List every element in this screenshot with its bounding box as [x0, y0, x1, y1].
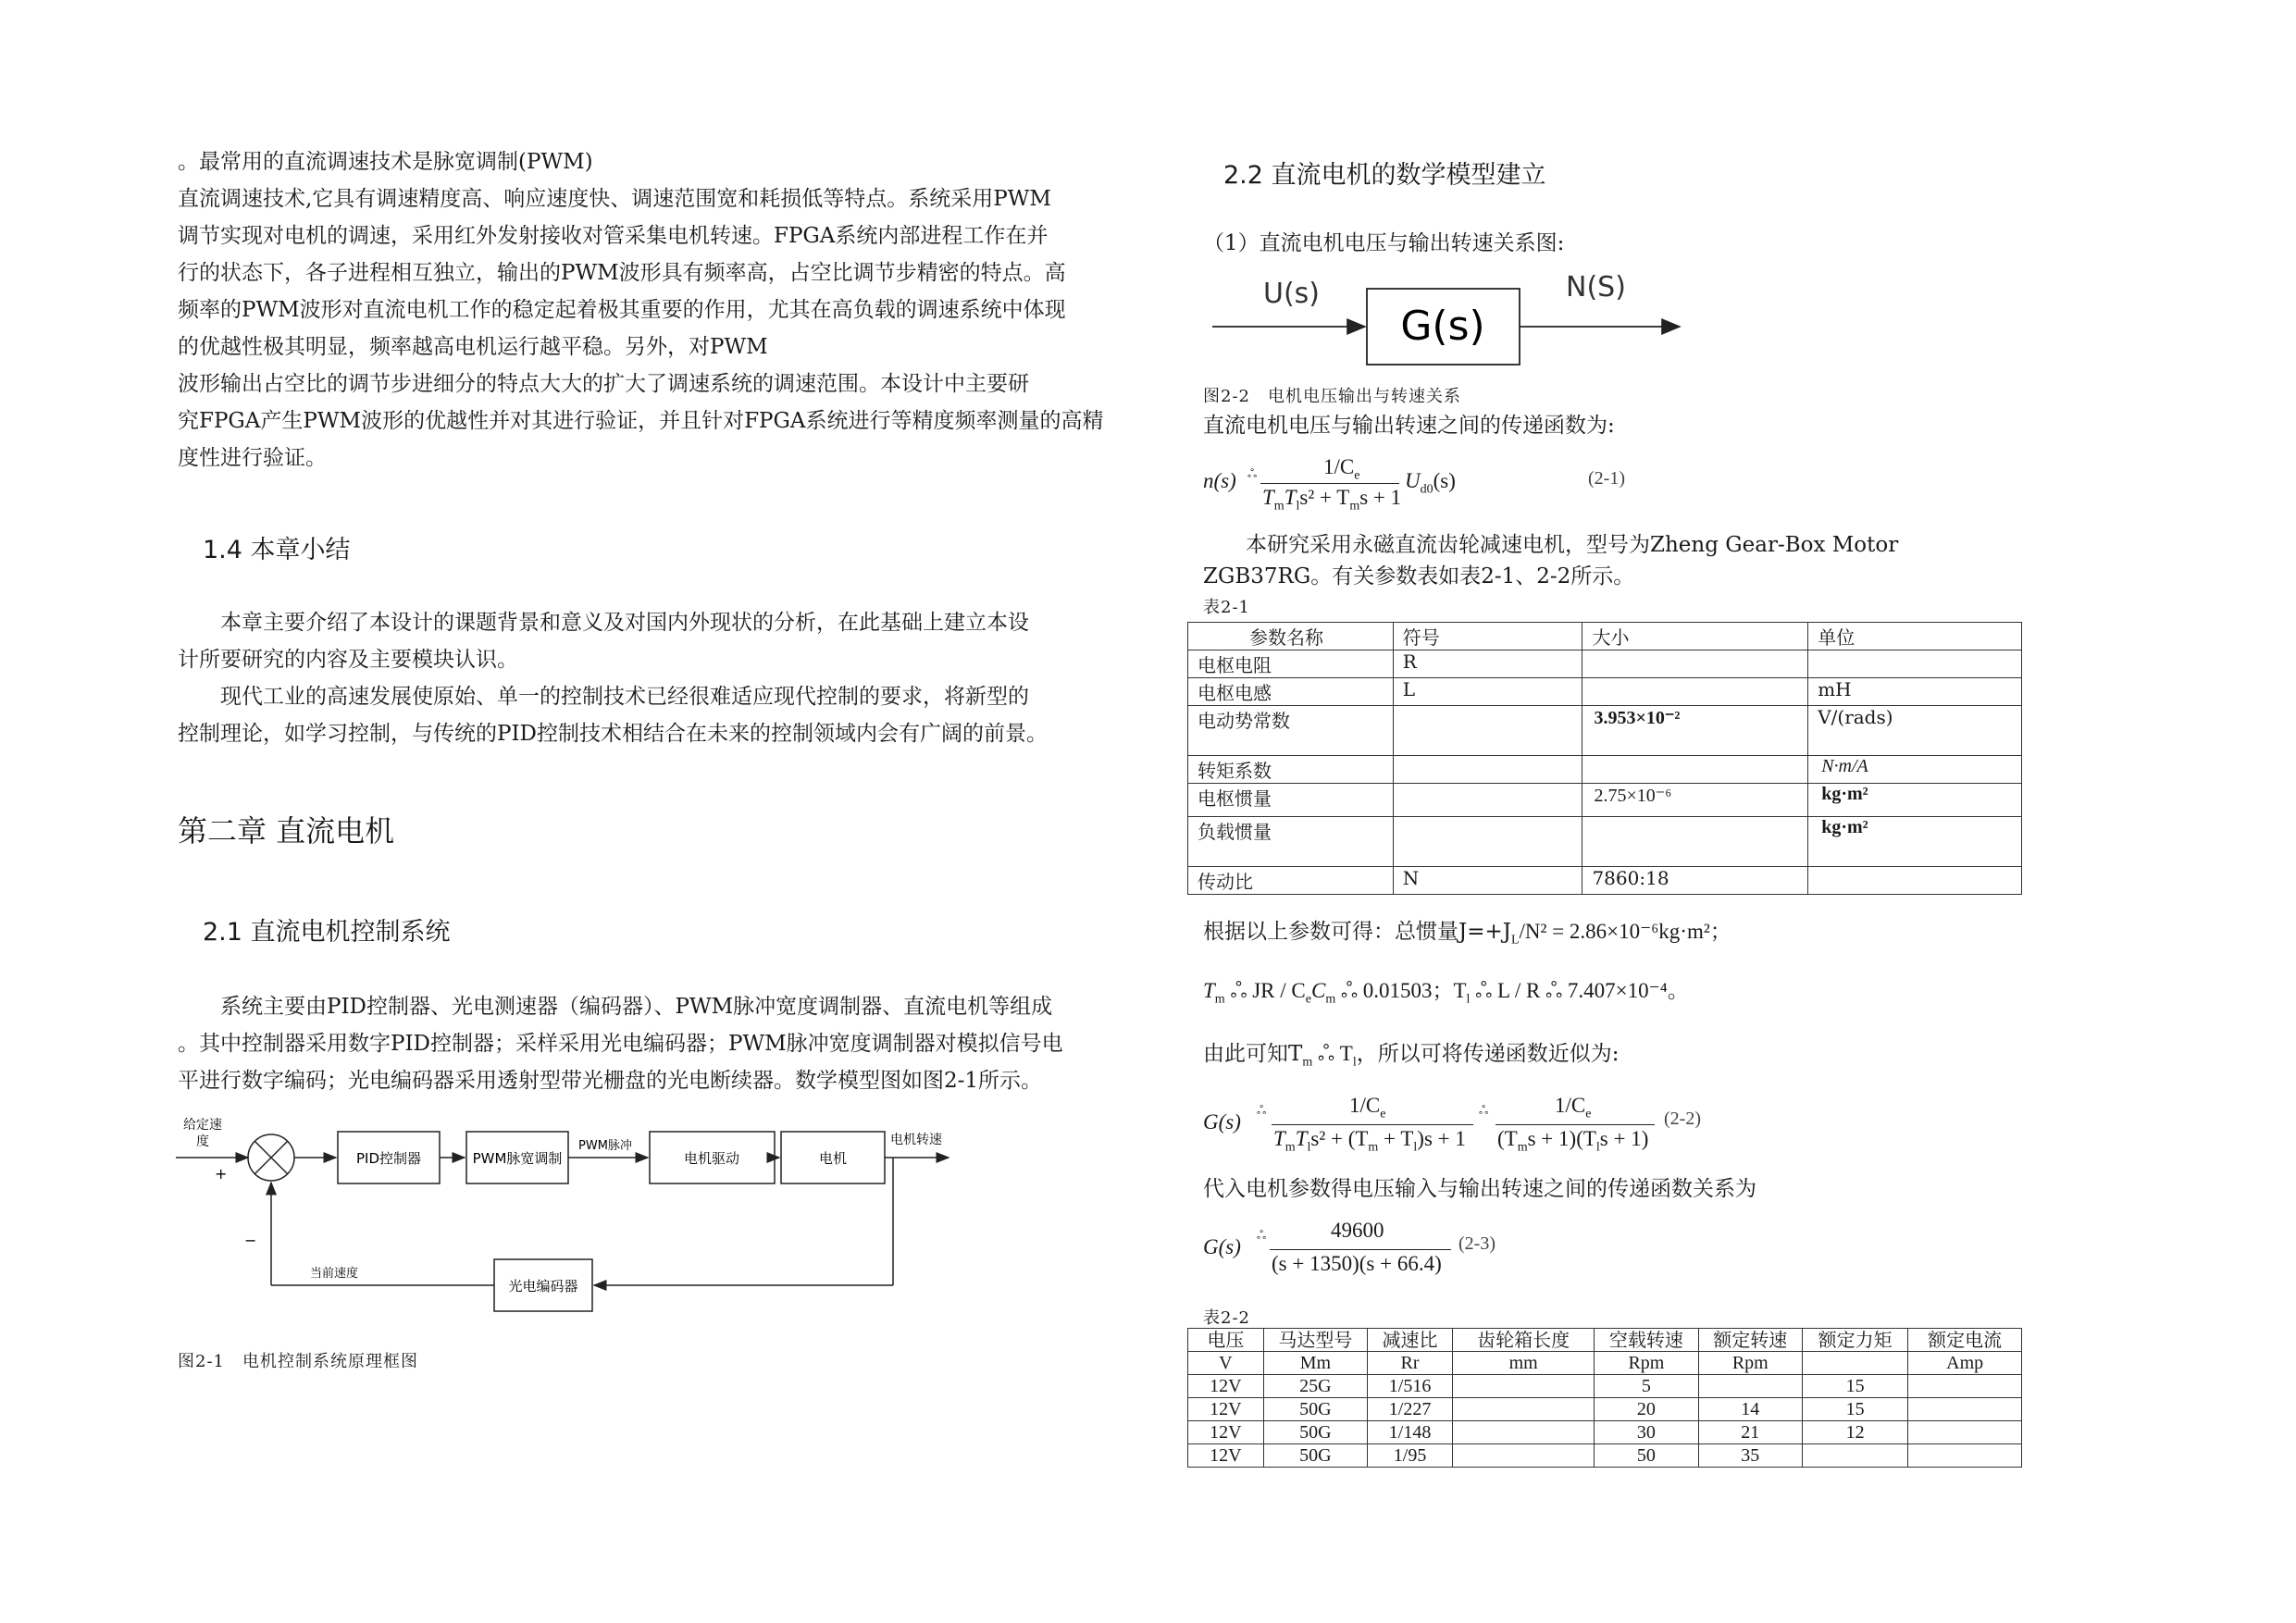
table-cell [1582, 678, 1808, 706]
spec-cell: 12V [1188, 1444, 1264, 1468]
eq1-num-sub: e [1354, 468, 1360, 483]
eq2-den1: T [1273, 1127, 1285, 1150]
eq2-den1-end: + T [1378, 1127, 1414, 1150]
table-cell: 负载惯量 [1188, 817, 1394, 867]
spec-unit-cell: Mm [1263, 1352, 1367, 1375]
eq3-rel: ஃ [1257, 1228, 1267, 1242]
spec-header-row [1188, 1329, 2022, 1352]
table-row [1188, 706, 2022, 756]
spec-unit-cell: V [1188, 1352, 1264, 1375]
calc2-l: l [1466, 992, 1471, 1007]
substitution-line: 代入电机参数得电压输入与输出转速之间的传递函数关系为 [1203, 1177, 1756, 1201]
spec-units-row [1188, 1352, 2022, 1375]
spec-cell: 30 [1595, 1421, 1698, 1444]
table-cell: mH [1808, 678, 2022, 706]
motor-line-2: ZGB37RG。有关参数表如表2-1、2-2所示。 [1203, 564, 1635, 588]
intro-line: 频率的PWM波形对直流电机工作的稳定起着极其重要的作用，尤其在高负载的调速系统中体现 [178, 298, 1066, 322]
motor-label: 电机 [818, 1150, 848, 1167]
section-1-4-title: 1.4 本章小结 [203, 536, 351, 564]
table-header-cell: 符号 [1393, 623, 1582, 650]
spec-cell: 12V [1188, 1421, 1264, 1444]
spec-unit-cell: mm [1453, 1352, 1595, 1375]
spec-header-cell: 额定转速 [1698, 1329, 1802, 1352]
motor-line-1: 本研究采用永磁直流齿轮减速电机，型号为Zheng Gear-Box Motor [1246, 533, 1899, 557]
table-cell [1808, 867, 2022, 895]
spec-cell [1453, 1375, 1595, 1398]
system-line: 平进行数字编码；光电编码器采用透射型带光栅盘的光电断续器。数学模型图如图2-1所示。 [178, 1069, 1043, 1093]
eq3-num: 49600 [1331, 1219, 1384, 1242]
table-cell [1582, 756, 1808, 784]
figure-2-1-caption: 图2-1 电机控制系统原理框图 [178, 1352, 418, 1371]
spec-cell: 50 [1595, 1444, 1698, 1468]
eq2-den2: (T [1497, 1127, 1518, 1150]
eq1-rhs-tail: (s) [1433, 469, 1456, 492]
eq1-den: T [1262, 486, 1274, 509]
plus-sign: + [215, 1165, 228, 1183]
spec-row [1188, 1421, 2022, 1444]
intro-paragraph [178, 143, 1131, 477]
spec-cell [1908, 1375, 2022, 1398]
table-row [1188, 756, 2022, 784]
input-u-label: U(s) [1263, 278, 1320, 310]
spec-row [1188, 1375, 2022, 1398]
pid-controller-label: PID控制器 [355, 1150, 422, 1167]
spec-unit-cell: Rr [1368, 1352, 1453, 1375]
table-row [1188, 817, 2022, 867]
eq2-den2-mid: s + 1)(T [1527, 1127, 1596, 1150]
table-cell [1393, 784, 1582, 817]
calc2-sub: m [1214, 992, 1225, 1007]
eq1-den-tail: s² + T [1299, 486, 1350, 509]
system-line: 系统主要由PID控制器、光电测速器（编码器）、PWM脉冲宽度调制器、直流电机等组成 [220, 995, 1053, 1019]
table-cell: V/(rads) [1808, 706, 2022, 756]
spec-header-cell: 空载转速 [1595, 1329, 1698, 1352]
feedback-speed-label: 当前速度 [310, 1267, 359, 1281]
spec-cell: 1/516 [1368, 1375, 1453, 1398]
eq2-label: (2-2) [1664, 1109, 1701, 1129]
calc2-val: ஃ 0.01503；T [1335, 979, 1467, 1002]
intro-line: 。最常用的直流调速技术是脉宽调制(PWM) [178, 150, 593, 174]
input-speed-label: 给定速 [183, 1118, 222, 1133]
table-cell: 电枢惯量 [1188, 784, 1394, 817]
equation-2-2: G(s) ஃ $1/C_e$ $T_mT_ls^2 + (T_m + T_l)s + 1$ ஃ $1/C_e$ $(T_ms + 1)(T_ls + 1)$ (2-2) [1203, 1094, 1701, 1155]
table-cell: L [1393, 678, 1582, 706]
spec-cell: 50G [1263, 1421, 1367, 1444]
intro-line: 度性进行验证。 [178, 446, 327, 470]
item-1-text: （1）直流电机电压与输出转速关系图: [1203, 231, 1565, 255]
spec-header-cell: 额定力矩 [1802, 1329, 1907, 1352]
spec-cell [1698, 1375, 1802, 1398]
intro-line: 行的状态下，各子进程相互独立，输出的PWM波形具有频率高，占空比调节步精密的特点。高 [178, 261, 1066, 285]
spec-cell: 1/95 [1368, 1444, 1453, 1468]
table-cell: kg·m² [1808, 784, 2022, 817]
eq1-den-end: s + 1 [1359, 486, 1402, 509]
spec-cell: 1/148 [1368, 1421, 1453, 1444]
eq1-rel: ஃ [1247, 466, 1258, 480]
spec-unit-cell: Amp [1908, 1352, 2022, 1375]
calc1-sub: L [1510, 933, 1520, 948]
eq2-num1-sub: e [1380, 1107, 1386, 1121]
eq2-num2-sub: e [1585, 1107, 1592, 1121]
equation-2-1: n(s) ஃ $1/C_e$ $T_mT_ls^2 + T_ms + 1$ $U_{d0}(s)$ (2-1) [1203, 455, 1625, 514]
approx-tail: ，所以可将传递函数近似为: [1356, 1042, 1620, 1066]
table-cell: kg·m² [1808, 817, 2022, 867]
spec-cell [1453, 1421, 1595, 1444]
eq2-den1-close: )s + 1 [1417, 1127, 1466, 1150]
approx-sub-l: l [1352, 1055, 1357, 1070]
calc2-m: m [1325, 992, 1336, 1007]
section-2-2-title: 2.2 直流电机的数学模型建立 [1223, 161, 1546, 190]
approx-mid: ஃ T [1312, 1042, 1353, 1065]
eq3-lhs: G(s) [1203, 1235, 1241, 1258]
spec-cell [1908, 1421, 2022, 1444]
motor-driver-label: 电机驱动 [683, 1150, 740, 1167]
equation-2-3 [1203, 1217, 1592, 1282]
spec-cell [1908, 1398, 2022, 1421]
eq2-num2: 1/C [1555, 1094, 1586, 1117]
time-constant-line [1203, 973, 1689, 1008]
system-line: 。其中控制器采用数字PID控制器；采样采用光电编码器；PWM脉冲宽度调制器对模拟信号电 [178, 1032, 1063, 1056]
table-cell: 传动比 [1188, 867, 1394, 895]
summary-line: 现代工业的高速发展使原始、单一的控制技术已经很难适应现代控制的要求，将新型的 [220, 685, 1029, 709]
spec-cell: 25G [1263, 1375, 1367, 1398]
summary-line: 控制理论，如学习控制，与传统的PID控制技术相结合在未来的控制领域内会有广阔的前景。 [178, 722, 1049, 746]
spec-cell: 50G [1263, 1398, 1367, 1421]
transfer-function-intro: 直流电机电压与输出转速之间的传递函数为: [1203, 414, 1615, 438]
calc1-tail: /N² = 2.86×10⁻⁶kg·m²； [1519, 920, 1731, 943]
table-cell: 电枢电阻 [1188, 650, 1394, 678]
calc2-c: C [1310, 979, 1326, 1002]
output-n-label: N(S) [1566, 271, 1626, 304]
spec-cell [1802, 1444, 1907, 1468]
calc2-end: ஃ L / R ஃ 7.407×10⁻⁴。 [1470, 979, 1689, 1002]
approximation-line [1203, 1036, 1619, 1071]
calc2-e: e [1305, 992, 1311, 1007]
encoder-label: 光电编码器 [508, 1278, 578, 1295]
spec-header-cell: 电压 [1188, 1329, 1264, 1352]
table-cell: 转矩系数 [1188, 756, 1394, 784]
input-speed-label-2: 度 [196, 1134, 209, 1149]
summary-line: 本章主要介绍了本设计的课题背景和意义及对国内外现状的分析，在此基础上建立本设 [220, 611, 1029, 635]
table-header-row [1188, 623, 2022, 650]
approx-sub-m: m [1302, 1055, 1313, 1070]
table-cell [1393, 756, 1582, 784]
spec-cell: 12V [1188, 1398, 1264, 1421]
table-cell [1808, 650, 2022, 678]
table-2-1-caption: 表2-1 [1203, 598, 1250, 617]
spec-unit-cell [1802, 1352, 1907, 1375]
spec-header-cell: 马达型号 [1263, 1329, 1367, 1352]
spec-unit-cell: Rpm [1595, 1352, 1698, 1375]
parameter-table [1187, 622, 2022, 895]
table-cell: 7860:18 [1582, 867, 1808, 895]
motor-description [1203, 529, 2036, 592]
eq2-den1-tail: s² + (T [1310, 1127, 1369, 1150]
output-speed-label: 电机转速 [890, 1133, 942, 1147]
section-2-1-title: 2.1 直流电机控制系统 [203, 918, 451, 947]
spec-cell: 35 [1698, 1444, 1802, 1468]
intro-line: 调节实现对电机的调速，采用红外发射接收对管采集电机转速。FPGA系统内部进程工作在并 [178, 224, 1049, 248]
intro-line: 究FPGA产生PWM波形的优越性并对其进行验证，并且针对FPGA系统进行等精度频率测量的高精 [178, 409, 1104, 433]
eq2-den2-end: s + 1) [1599, 1127, 1649, 1150]
eq1-num: 1/C [1323, 455, 1355, 478]
calc2-t: T [1203, 979, 1215, 1002]
spec-cell: 14 [1698, 1398, 1802, 1421]
spec-cell: 50G [1263, 1444, 1367, 1468]
spec-cell: 12V [1188, 1375, 1264, 1398]
eq2-rel2: ஃ [1479, 1103, 1489, 1117]
motor-transfer-block [1208, 264, 1689, 375]
eq2-rel: ஃ [1257, 1103, 1267, 1117]
spec-cell: 15 [1802, 1398, 1907, 1421]
figure-2-2-caption: 图2-2 电机电压输出与转速关系 [1203, 387, 1461, 406]
eq1-lhs: n(s) [1203, 469, 1236, 492]
pwm-signal-label: PWM脉冲 [578, 1139, 632, 1153]
control-block-diagram [176, 1109, 962, 1331]
total-inertia-line [1203, 914, 1731, 948]
spec-cell: 5 [1595, 1375, 1698, 1398]
chapter-title: 第二章 直流电机 [178, 813, 395, 849]
intro-line: 直流调速技术,它具有调速精度高、响应速度快、调速范围宽和耗损低等特点。系统采用PWM [178, 187, 1051, 211]
calc1-text: 根据以上参数可得：总惯量J=+J [1203, 920, 1511, 944]
spec-row [1188, 1398, 2022, 1421]
spec-header-cell: 齿轮箱长度 [1453, 1329, 1595, 1352]
motor-spec-table [1187, 1328, 2022, 1468]
spec-cell: 1/227 [1368, 1398, 1453, 1421]
pwm-modulator-label: PWM脉宽调制 [472, 1150, 563, 1167]
spec-header-cell: 减速比 [1368, 1329, 1453, 1352]
table-cell: N·m/A [1808, 756, 2022, 784]
table-cell: R [1393, 650, 1582, 678]
eq1-rhs-sub: d0 [1420, 482, 1433, 497]
intro-line: 波形输出占空比的调节步进细分的特点大大的扩大了调速系统的调速范围。本设计中主要研 [178, 372, 1029, 396]
table-2-2-caption: 表2-2 [1203, 1308, 1250, 1328]
table-header-cell: 参数名称 [1188, 623, 1394, 650]
calc2-tail: ஃ JR / C [1224, 979, 1306, 1002]
spec-cell [1453, 1398, 1595, 1421]
intro-line: 的优越性极其明显，频率越高电机运行越平稳。另外，对PWM [178, 335, 768, 359]
spec-cell: 15 [1802, 1375, 1907, 1398]
table-row [1188, 650, 2022, 678]
spec-unit-cell: Rpm [1698, 1352, 1802, 1375]
table-header-cell: 大小 [1582, 623, 1808, 650]
summary-line: 计所要研究的内容及主要模块认识。 [178, 648, 518, 672]
spec-cell [1908, 1444, 2022, 1468]
eq2-lhs: G(s) [1203, 1110, 1241, 1134]
table-cell [1393, 817, 1582, 867]
spec-cell: 21 [1698, 1421, 1802, 1444]
table-cell [1582, 650, 1808, 678]
g-s-label: G(s) [1400, 303, 1485, 350]
spec-cell [1453, 1444, 1595, 1468]
table-cell: 3.953×10⁻² [1582, 706, 1808, 756]
table-cell [1393, 706, 1582, 756]
table-row [1188, 784, 2022, 817]
eq2-num1: 1/C [1349, 1094, 1381, 1117]
table-row [1188, 678, 2022, 706]
spec-header-cell: 额定电流 [1908, 1329, 2022, 1352]
spec-cell: 12 [1802, 1421, 1907, 1444]
spec-cell: 20 [1595, 1398, 1698, 1421]
system-paragraph [178, 988, 1131, 1099]
table-header-cell: 单位 [1808, 623, 2022, 650]
minus-sign: − [244, 1232, 257, 1249]
summary-paragraph [178, 604, 1131, 752]
spec-row [1188, 1444, 2022, 1468]
eq1-label: (2-1) [1588, 468, 1625, 489]
eq3-den: (s + 1350)(s + 66.4) [1272, 1252, 1442, 1275]
table-cell: N [1393, 867, 1582, 895]
approx-text: 由此可知T [1203, 1042, 1303, 1066]
summing-junction [248, 1134, 294, 1181]
table-cell: 电动势常数 [1188, 706, 1394, 756]
eq1-rhs: U [1405, 469, 1421, 492]
table-cell: 2.75×10⁻⁶ [1582, 784, 1808, 817]
table-cell: 电枢电感 [1188, 678, 1394, 706]
eq3-label: (2-3) [1458, 1233, 1496, 1254]
table-cell [1582, 817, 1808, 867]
table-row [1188, 867, 2022, 895]
